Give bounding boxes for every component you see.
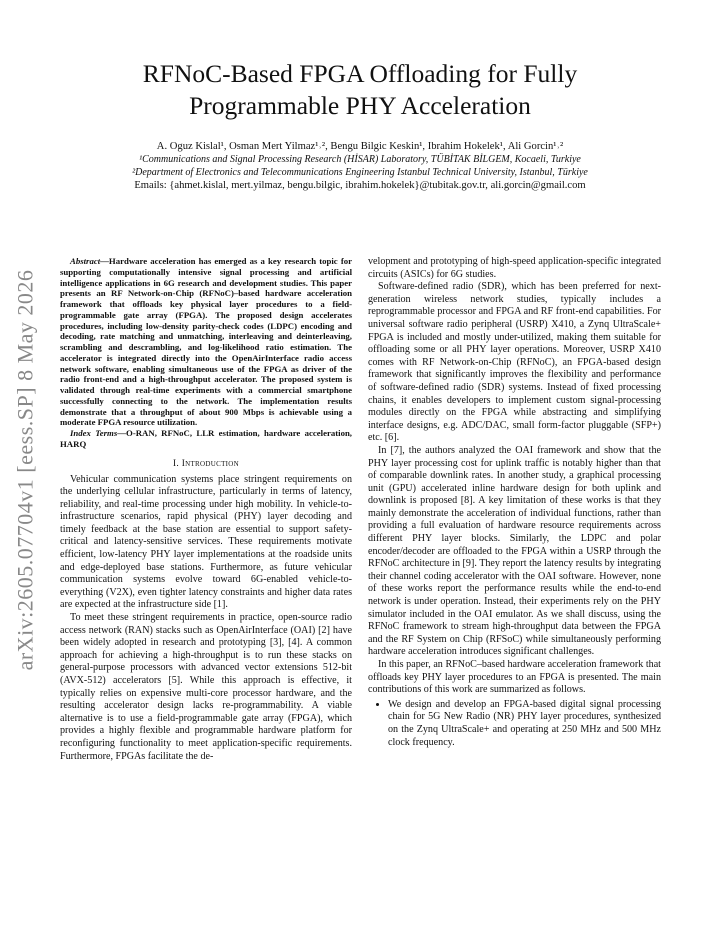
affiliation-1: ¹Communications and Signal Processing Research (HİSAR) Laboratory, TÜBİTAK BİLGEM, Kocaeli, Turkiye [139, 154, 581, 165]
right-paragraph-1: velopment and prototyping of high-speed application-specific integrated circuits (ASICs) for 6G studies. [368, 256, 661, 280]
intro-paragraph-2: To meet these stringent requirements in practice, open-source radio access network (RAN) stacks such as OpenAirInterface (OAI) [2] have been widely adopted in research and prototyping [3], [4]. A common approach for achieving a high-throughput is to run these stacks on general-purpose processors with advanced vector extensions 512-bit (AVX-512) accelerators [5]. While this approach is effective, it typically relies on expensive multi-core processor hardware, and the resulting accelerator design lacks re-programmability. A viable alternative is to use a field-programmable gate array (FPGA), which provides a highly flexible and programmable hardware platform for reconfiguring functionality to meet application-specific requirements. Furthermore, FPGAs facilitate the de- [60, 612, 352, 762]
left-column [60, 256, 352, 763]
author-emails: Emails: {ahmet.kislal, mert.yilmaz, bengu.bilgic, ibrahim.hokelek}@tubitak.gov.tr, ali.gorcin@gmail.com [134, 180, 586, 191]
arxiv-sidebar-stamp [10, 270, 40, 670]
author-block [40, 140, 680, 192]
index-terms-body: —O-RAN, RFNoC, LLR estimation, hardware acceleration, HARQ [60, 428, 352, 449]
contributions-list [368, 699, 661, 749]
index-terms-label: Index Terms [70, 428, 118, 438]
right-column [368, 256, 661, 749]
affiliation-2: ²Department of Electronics and Telecommunications Engineering Istanbul Technical University, Istanbul, Türkiye [132, 167, 588, 178]
section-heading-introduction: I. Introduction [173, 458, 239, 469]
right-paragraph-4: In this paper, an RFNoC–based hardware acceleration framework that offloads key PHY layer procedures to an FPGA is presented. The main contributions of this work are summarized as follows. [368, 659, 661, 696]
title-line-2: Programmable PHY Acceleration [189, 91, 531, 120]
paper-title [60, 58, 660, 122]
title-line-1: RFNoC-Based FPGA Offloading for Fully [142, 59, 578, 88]
right-paragraph-3: In [7], the authors analyzed the OAI framework and show that the PHY layer processing cost for uplink traffic is notably higher than that of comparable downlink rates. In another study, a graphical processing unit (GPU) accelerated inline hardware design for both uplink and downlink is proposed [8]. A key limitation of these works is that they mainly demonstrate the acceleration of individual functions, rather than providing a full evaluation of hardware resource requirements across different PHY layer blocks. Similarly, the LDPC and polar encoder/decoder are offloaded to the FPGA within a USRP through the RFNoC architecture in [9]. They report the latency results by integrating their channel coding accelerator with the OAI software. However, none of these works report the performance results while the end-to-end network is under operation. Instead, their experiments rely on the PHY simulator included in the OAI emulator. As we shall discuss, using the RFNoC framework to stream high-throughput data between the FPGA and the RF System on Chip (RFSoC) while simultaneously performing hardware acceleration introduces significant challenges. [368, 444, 661, 658]
abstract-paragraph [60, 256, 352, 428]
abstract [60, 256, 352, 450]
abstract-label: Abstract [70, 256, 101, 266]
arxiv-identifier: arXiv:2605.07704v1 [eess.SP] 8 May 2026 [12, 269, 37, 671]
contribution-item: • We design and develop an FPGA-based digital signal processing chain for 5G New Radio (NR) PHY layer procedures, synthesized on the Zynq UltraScale+ and operating at 250 MHz and 500 MHz clock frequency. [388, 699, 661, 749]
intro-paragraph-1: Vehicular communication systems place stringent requirements on the underlying cellular infrastructure, particularly in terms of latency, reliability, and real-time processing under high mobility. In vehicle-to-infrastructure scenarios, rapid physical (PHY) layer decoding and timely feedback at the base station are essential to support safety-critical and latency-sensitive services. These requirements motivate efficient, low-latency PHY layer implementations at the roadside units and edge-deployed base stations. Furthermore, as future vehicular communication systems evolve toward 6G-enabled vehicle-to-everything (V2X), even tighter latency constraints and higher data rates are expected at the infrastructure side [1]. [60, 473, 352, 611]
author-names: A. Oguz Kislal¹, Osman Mert Yilmaz¹˒², Bengu Bilgic Keskin¹, Ibrahim Hokelek¹, Ali Gorcin¹˒² [156, 141, 564, 152]
right-paragraph-2: Software-defined radio (SDR), which has been preferred for next-generation wireless network studies, typically includes a reprogrammable processor and FPGA and RF front-end capabilities. For universal software radio peripheral (USRP) X410, a Zynq UltraScale+ FPGA is included and mostly under-utilized, making them suitable for offloading some or all PHY layer operations. Moreover, USRP X410 comes with RF Network-on-Chip (RFNoC), an FPGA-based design framework that significantly improves the flexibility and performance of software-defined radio (SDR) systems. Instead of fixed processing chains, it enables developers to implement custom signal-processing modules directly on the FPGA while abstracting and simplifying interface designs, e.g. ADC/DAC, small form-factor pluggable (SFP+) etc. [6]. [368, 281, 661, 444]
index-terms [60, 428, 352, 450]
abstract-body: —Hardware acceleration has emerged as a key research topic for supporting computationally intensive signal processing and artificial intelligence applications in 6G research and development studies. This paper presents an RF Network-on-Chip (RFNoC)–based hardware acceleration framework that offloads key physical layer procedures to a field-programmable gate array (FPGA). The proposed design accelerates procedures, including low-density parity-check codes (LDPC) encoding and decoding, rate matching and unmatching, interleaving and deinterleaving, scrambling and descrambling, and log-likelihood ratio estimation. The accelerator is integrated directly into the OpenAirInterface radio access network software, enabling simultaneous use of the FPGA as driver of the radio front-end and a high-throughput accelerator. The proposed system is validated through real-time experiments with a commercial smartphone successfully connecting to the network. The implementation results demonstrate that a throughput of about 900 Mbps is achievable using a moderate FPGA resource utilization. [60, 256, 352, 428]
